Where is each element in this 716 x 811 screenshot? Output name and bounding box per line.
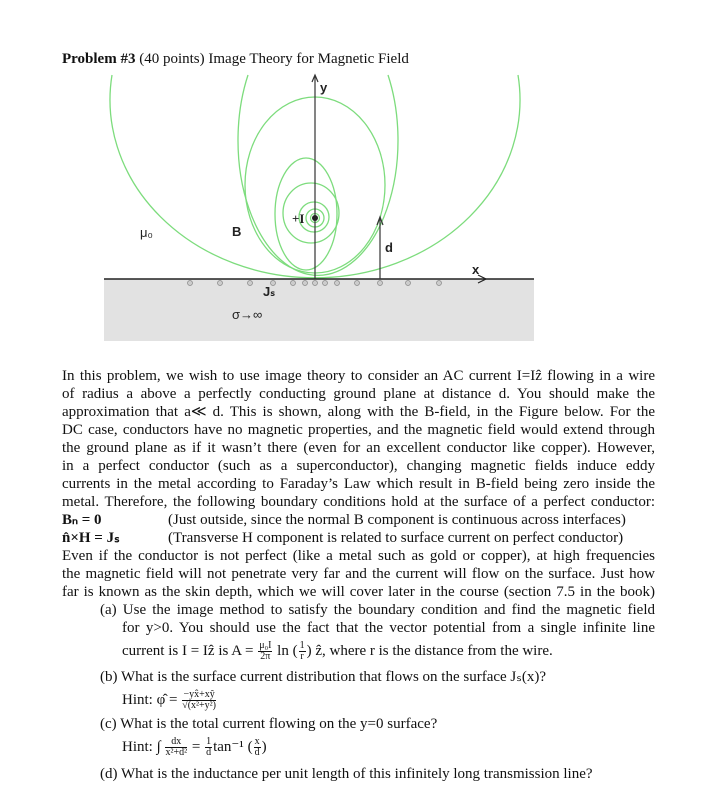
part-d: (d) What is the inductance per unit length of this infinitely long transmission line? [100,766,593,782]
paragraph-line: DC case, conductors have no magnetic properties, and the magnetic field would extend through [62,422,655,438]
paragraph-line: in a perfect conductor (such as a superconductor), changing magnetic fields induce eddy [62,458,655,474]
paragraph-line: far is known as the skin depth, which we will cover later in the course (section 7.5 in the book) [62,584,655,600]
mu-label: μ₀ [140,225,153,240]
part-a-equation: current is I = Iẑ is A = $\frac{\text{μ₀I}}{2\pi}$ ln ( $\frac{1}{r}$ ) ẑ, where r is the distance from the wire. [122,640,553,663]
part-a-line: for y>0. You should use the fact that the vector potential from a single infinite line [122,620,655,636]
paragraph-line: approximation that a≪ d. This is shown, along with the B-field, in the Figure below. For the [62,404,655,420]
fraction: $\frac{-yx̂+xŷ}{\text{√(x²+y²)}}$ [182,689,216,712]
current-label: +I [292,211,305,226]
wire-current-dot [312,215,318,221]
bc-note-normal: (Just outside, since the normal B component is continuous across interfaces) [168,512,626,528]
bc-eq-transverse: n̂×H = Jₛ [62,530,120,546]
field-line [238,75,398,275]
paragraph-line: metal. Therefore, the following boundary conditions hold at the surface of a perfect conductor: [62,494,655,510]
field-line [275,158,337,270]
part-c: (c) What is the total current flowing on the y=0 surface? [100,716,438,732]
part-b: (b) What is the surface current distribution that flows on the surface Jₛ(x)? [100,669,547,685]
fraction: $\frac{x}{d}$ [254,736,260,759]
fraction: $\frac{1}{d}$ [206,736,212,759]
js-label: Jₛ [263,284,276,299]
paragraph-line: the magnetic field will not penetrate very far and the current will flow on the surface. Just how [62,566,655,582]
problem-title: Problem #3 (40 points) Image Theory for Magnetic Field [62,51,409,67]
d-label: d [385,240,393,255]
part-b-hint: Hint: φ̂ = $\frac{-yx̂+xŷ}{\text{√(x²+y²)}}$ [122,689,216,712]
paragraph-line: the ground plane as if it wasn’t there (even for an excellent conductor like copper). However, [62,440,655,456]
x-axis-label: x [472,262,480,277]
paragraph-line: Even if the conductor is not perfect (like a metal such as gold or copper), at high frequencies [62,548,655,564]
paragraph-line: In this problem, we wish to use image theory to consider an AC current I=Iẑ flowing in a wire [62,368,655,384]
ground-plane [104,279,534,341]
image-theory-figure [0,0,716,360]
fraction: $\frac{1}{r}$ [299,640,305,663]
part-c-hint: Hint: ∫ $\frac{dx}{\text{x²+d²}}$ = $\frac{1}{d}$ tan⁻¹ ( $\frac{x}{d}$ ) [122,736,267,759]
b-field-label: B [232,224,242,239]
y-axis-label: y [320,80,328,95]
paragraph-line: currents in the metal according to Faraday’s Law which result in B-field being zero inside the [62,476,655,492]
bc-note-transverse: (Transverse H component is related to surface current on perfect conductor) [168,530,624,546]
fraction: $\frac{dx}{\text{x²+d²}}$ [165,736,188,759]
fraction: $\frac{\text{μ₀I}}{2\pi}$ [259,640,272,663]
paragraph-line: of radius a above a perfectly conducting ground plane at distance d. You should make the [62,386,655,402]
sigma-label: σ→∞ [232,307,263,322]
bc-eq-normal: Bₙ = 0 [62,512,102,528]
part-a-line: (a) Use the image method to satisfy the boundary condition and find the magnetic field [100,602,655,618]
